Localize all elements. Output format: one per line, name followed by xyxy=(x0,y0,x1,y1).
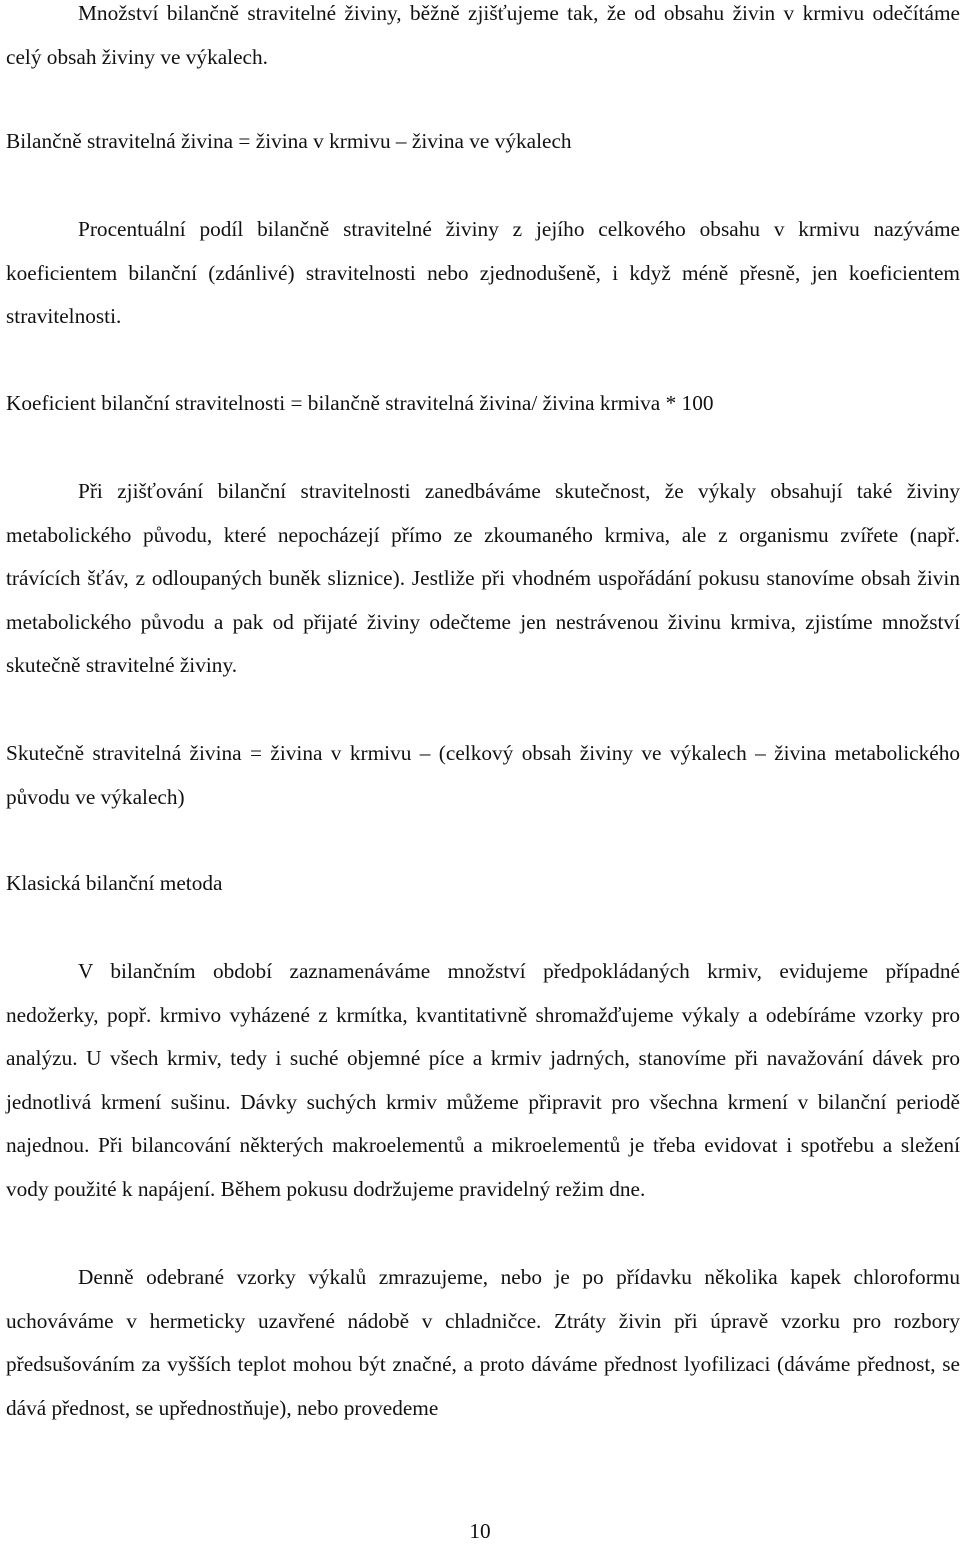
paragraph-balance-period: V bilančním období zaznamenáváme množství předpokládaných krmiv, evidujeme případné nedožerky, popř. krmivo vyházené z krmítka, kvantitativně shromažďujeme výkaly a odebíráme vzorky pro analýzu. U všech krmiv, tedy i suché objemné píce a krmiv jadrných, stanovíme při navažování dávek pro jednotlivá krmení sušinu. Dávky suchých krmiv můžeme připravit pro všechna krmení v bilanční periodě najednou. Při bilancování některých makroelementů a mikroelementů je třeba evidovat i spotřebu a sležení vody použité k napájení. Během pokusu dodržujeme pravidelný režim dne. xyxy=(6,959,960,1201)
formula-digestibility-coefficient: Koeficient bilanční stravitelnosti = bilančně stravitelná živina/ živina krmiva * 100 xyxy=(6,391,714,415)
paragraph-digestibility-coefficient: Procentuální podíl bilančně stravitelné živiny z jejího celkového obsahu v krmivu nazýváme koeficientem bilanční (zdánlivé) stravitelnosti nebo zjednodušeně, i když méně přesně, jen koeficientem stravitelnosti. xyxy=(6,217,960,329)
paragraph-metabolic-origin: Při zjišťování bilanční stravitelnosti zanedbáváme skutečnost, že výkaly obsahují také živiny metabolického původu, které nepocházejí přímo ze zkoumaného krmiva, ale z organismu zvířete (např. trávících šťáv, z odloupaných buněk sliznice). Jestliže při vhodném uspořádání pokusu stanovíme obsah živin metabolického původu a pak od přijaté živiny odečteme jen nestrávenou živinu krmiva, zjistíme množství skutečně stravitelné živiny. xyxy=(6,479,960,678)
formula-true-digestible-nutrient: Skutečně stravitelná živina = živina v krmivu – (celkový obsah živiny ve výkalech – živina metabolického původu ve výkalech) xyxy=(6,741,960,809)
page-number: 10 xyxy=(469,1519,491,1543)
section-heading: Klasická bilanční metoda xyxy=(6,871,223,895)
paragraph-sample-handling: Denně odebrané vzorky výkalů zmrazujeme, nebo je po přídavku několika kapek chloroformu uchováváme v hermeticky uzavřené nádobě v chladničce. Ztráty živin při úpravě vzorku pro rozbory předsušováním za vyšších teplot mohou být značné, a proto dáváme přednost lyofilizaci (dáváme přednost, se dává přednost, se upřednostňuje), nebo provedeme xyxy=(6,1265,960,1420)
formula-balance-digestible-nutrient: Bilančně stravitelná živina = živina v krmivu – živina ve výkalech xyxy=(6,129,572,153)
paragraph-digestible-nutrient-intro: Množství bilančně stravitelné živiny, běžně zjišťujeme tak, že od obsahu živin v krmivu odečítáme celý obsah živiny ve výkalech. xyxy=(6,1,960,69)
